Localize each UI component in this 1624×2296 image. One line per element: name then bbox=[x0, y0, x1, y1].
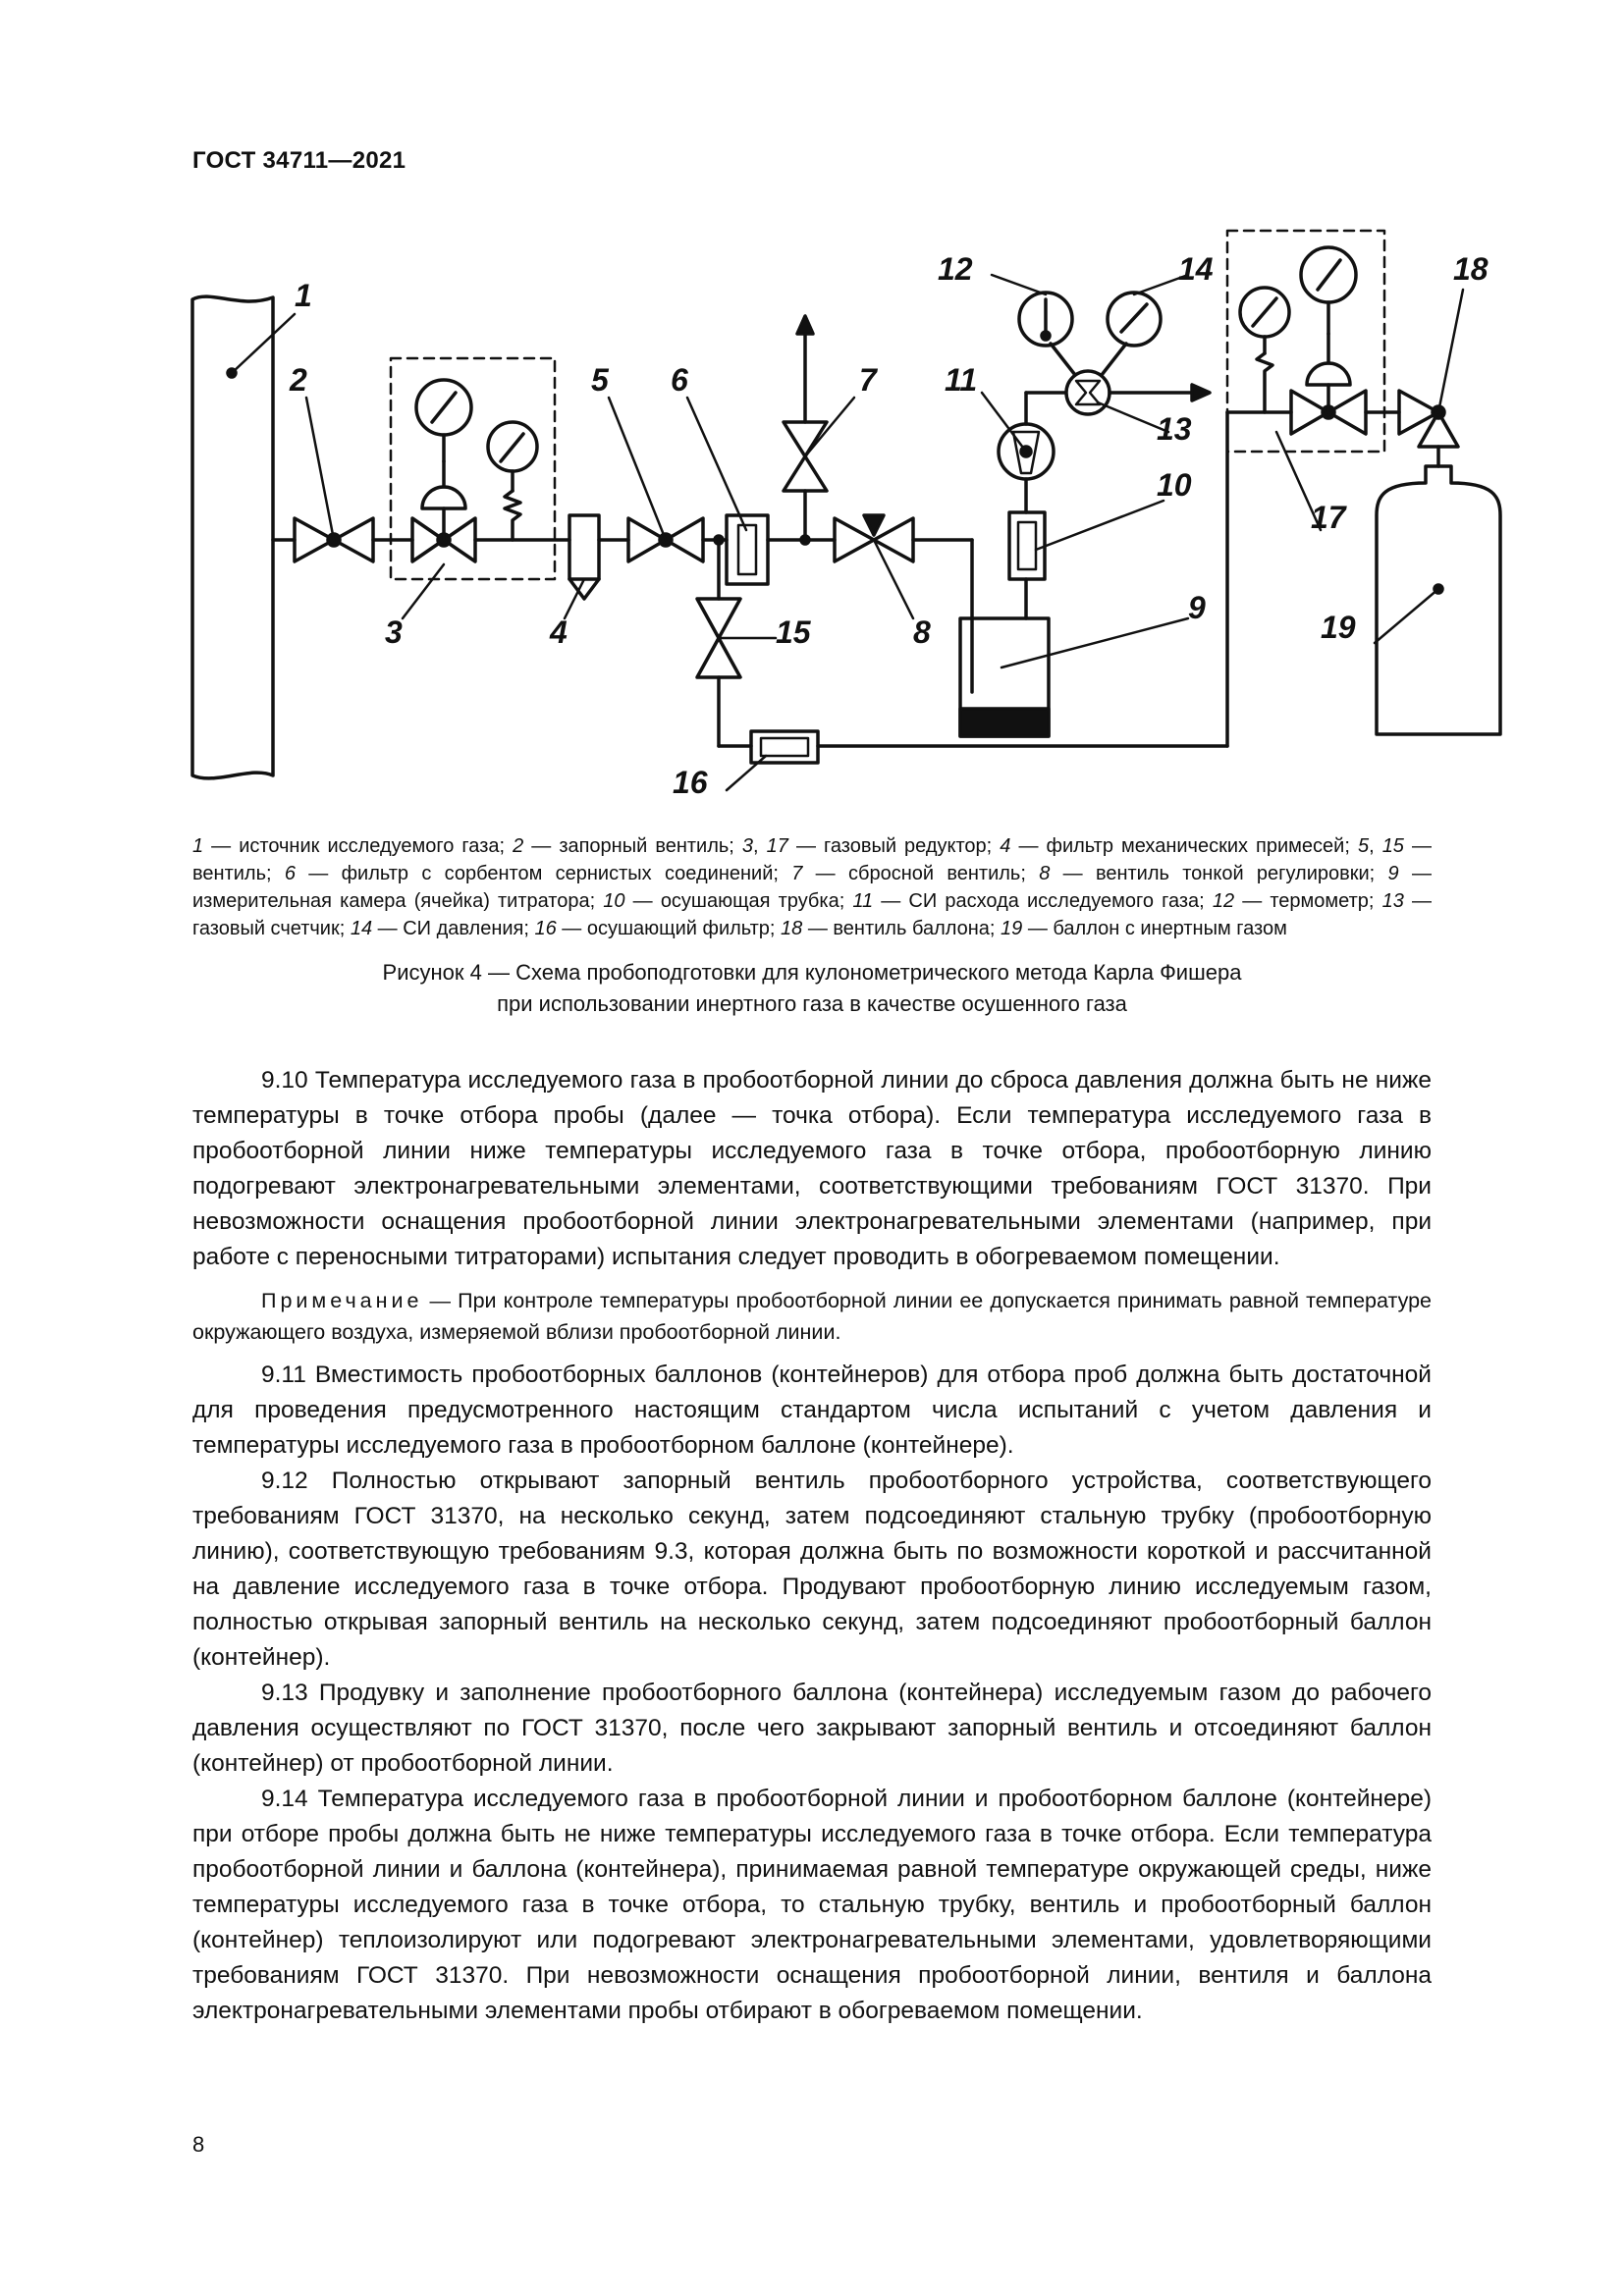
body-text bbox=[192, 1063, 1432, 2029]
paragraph-9-13: 9.13 Продувку и заполнение пробоотборного баллона (контейнера) исследуемым газом до рабочего давления осуществляют по ГОСТ 31370, после чего закрывают запорный вентиль и отсоединяют баллон (контейнер) от пробоотборной линии. bbox=[192, 1680, 1432, 1777]
note bbox=[192, 1285, 1432, 1348]
label-12: 12 bbox=[938, 251, 973, 287]
label-14: 14 bbox=[1178, 251, 1214, 287]
page-number: 8 bbox=[192, 2132, 205, 2157]
label-5: 5 bbox=[591, 362, 609, 398]
caption-line-1: Рисунок 4 — Схема пробоподготовки для кулонометрического метода Карла Фишера bbox=[382, 960, 1242, 985]
document-header: ГОСТ 34711—2021 bbox=[192, 147, 406, 174]
inert-gas-cylinder bbox=[1377, 466, 1500, 734]
label-16: 16 bbox=[673, 765, 708, 800]
label-11: 11 bbox=[945, 362, 978, 398]
label-15: 15 bbox=[776, 614, 811, 650]
paragraph-9-14: 9.14 Температура исследуемого газа в пробоотборной линии и пробоотборном баллоне (контейнере) при отборе пробы должна быть не ниже температуры исследуемого газа в точке отбора. Если температура пробоотборной линии и баллона (контейнера), принимаемая равной температуре окружающей среды, ниже температуры исследуемого газа в точке отбора, то стальную трубку, вентиль и пробоотборный баллон (контейнер) теплоизолируют или подогревают электронагревательными элементами, удовлетворяющими требованиям ГОСТ 31370. При невозможности оснащения пробоотборной линии, вентиля и баллона электронагревательными элементами пробы отбирают в обогреваемом помещении. bbox=[192, 1786, 1432, 2024]
paragraph-9-10: 9.10 Температура исследуемого газа в пробоотборной линии до сброса давления должна быть не ниже температуры в точке отбора пробы (далее — точка отбора). Если температура исследуемого газа в пробоотборной линии ниже температуры исследуемого газа в точке отбора, пробоотборную линию подогревают электронагревательными элементами, соответствующими требованиям ГОСТ 31370. При невозможности оснащения пробоотборной линии электронагревательными элементами (например, при работе с переносными титраторами) испытания следует проводить в обогреваемом помещении. bbox=[192, 1067, 1432, 1270]
note-text: — При контроле температуры пробоотборной линии ее допускается принимать равной температуре окружающего воздуха, измеряемой вблизи пробоотборной линии. bbox=[192, 1289, 1432, 1344]
figure-legend: 1 — источник исследуемого газа; 2 — запорный вентиль; 3, 17 — газовый редуктор; 4 — фильтр механических примесей; 5, 15 — вентиль; 6 — фильтр с сорбентом сернистых соединений; 7 — сбросной вентиль; 8 — вентиль тонкой регулировки; 9 — измерительная камера (ячейка) титратора; 10 — осушающая трубка; 11 — СИ расхода исследуемого газа; 12 — термометр; 13 — газовый счетчик; 14 — СИ давления; 16 — осушающий фильтр; 18 — вентиль баллона; 19 — баллон с инертным газом bbox=[192, 835, 1432, 939]
label-18: 18 bbox=[1453, 251, 1489, 287]
label-1: 1 bbox=[295, 278, 312, 313]
gas-reducer-box bbox=[391, 358, 555, 579]
gas-counter bbox=[1066, 371, 1110, 414]
label-13: 13 bbox=[1157, 411, 1192, 447]
label-6: 6 bbox=[671, 362, 688, 398]
caption-line-2: при использовании инертного газа в качестве осушенного газа bbox=[497, 991, 1127, 1016]
label-9: 9 bbox=[1188, 590, 1206, 625]
sample-preparation-diagram bbox=[0, 0, 1624, 825]
label-3: 3 bbox=[385, 614, 403, 650]
label-7: 7 bbox=[859, 362, 877, 398]
note-label: Примечание bbox=[261, 1289, 423, 1312]
label-17: 17 bbox=[1311, 500, 1346, 535]
mechanical-filter bbox=[569, 515, 599, 579]
paragraph-9-12: 9.12 Полностью открывают запорный вентиль пробоотборного устройства, соответствующего требованиям ГОСТ 31370, на несколько секунд, затем подсоединяют стальную трубку (пробоотборную линию), соответствующую требованиям 9.3, которая должна быть по возможности короткой и рассчитанной на давление исследуемого газа в точке отбора. Продувают пробоотборную линию исследуемым газом, полностью открывая запорный вентиль на несколько секунд, затем подсоединяют пробоотборный баллон (контейнер). bbox=[192, 1468, 1432, 1671]
label-10: 10 bbox=[1157, 467, 1192, 503]
figure-caption bbox=[192, 957, 1432, 1020]
label-4: 4 bbox=[550, 614, 568, 650]
gas-reducer-box-2 bbox=[1227, 231, 1384, 452]
paragraph-9-11: 9.11 Вместимость пробоотборных баллонов (контейнеров) для отбора проб должна быть достаточной для проведения предусмотренного настоящим стандартом числа испытаний с учетом давления и температуры исследуемого газа в пробоотборном баллоне (контейнере). bbox=[192, 1362, 1432, 1459]
label-2: 2 bbox=[290, 362, 307, 398]
label-19: 19 bbox=[1321, 610, 1356, 645]
label-8: 8 bbox=[913, 614, 931, 650]
